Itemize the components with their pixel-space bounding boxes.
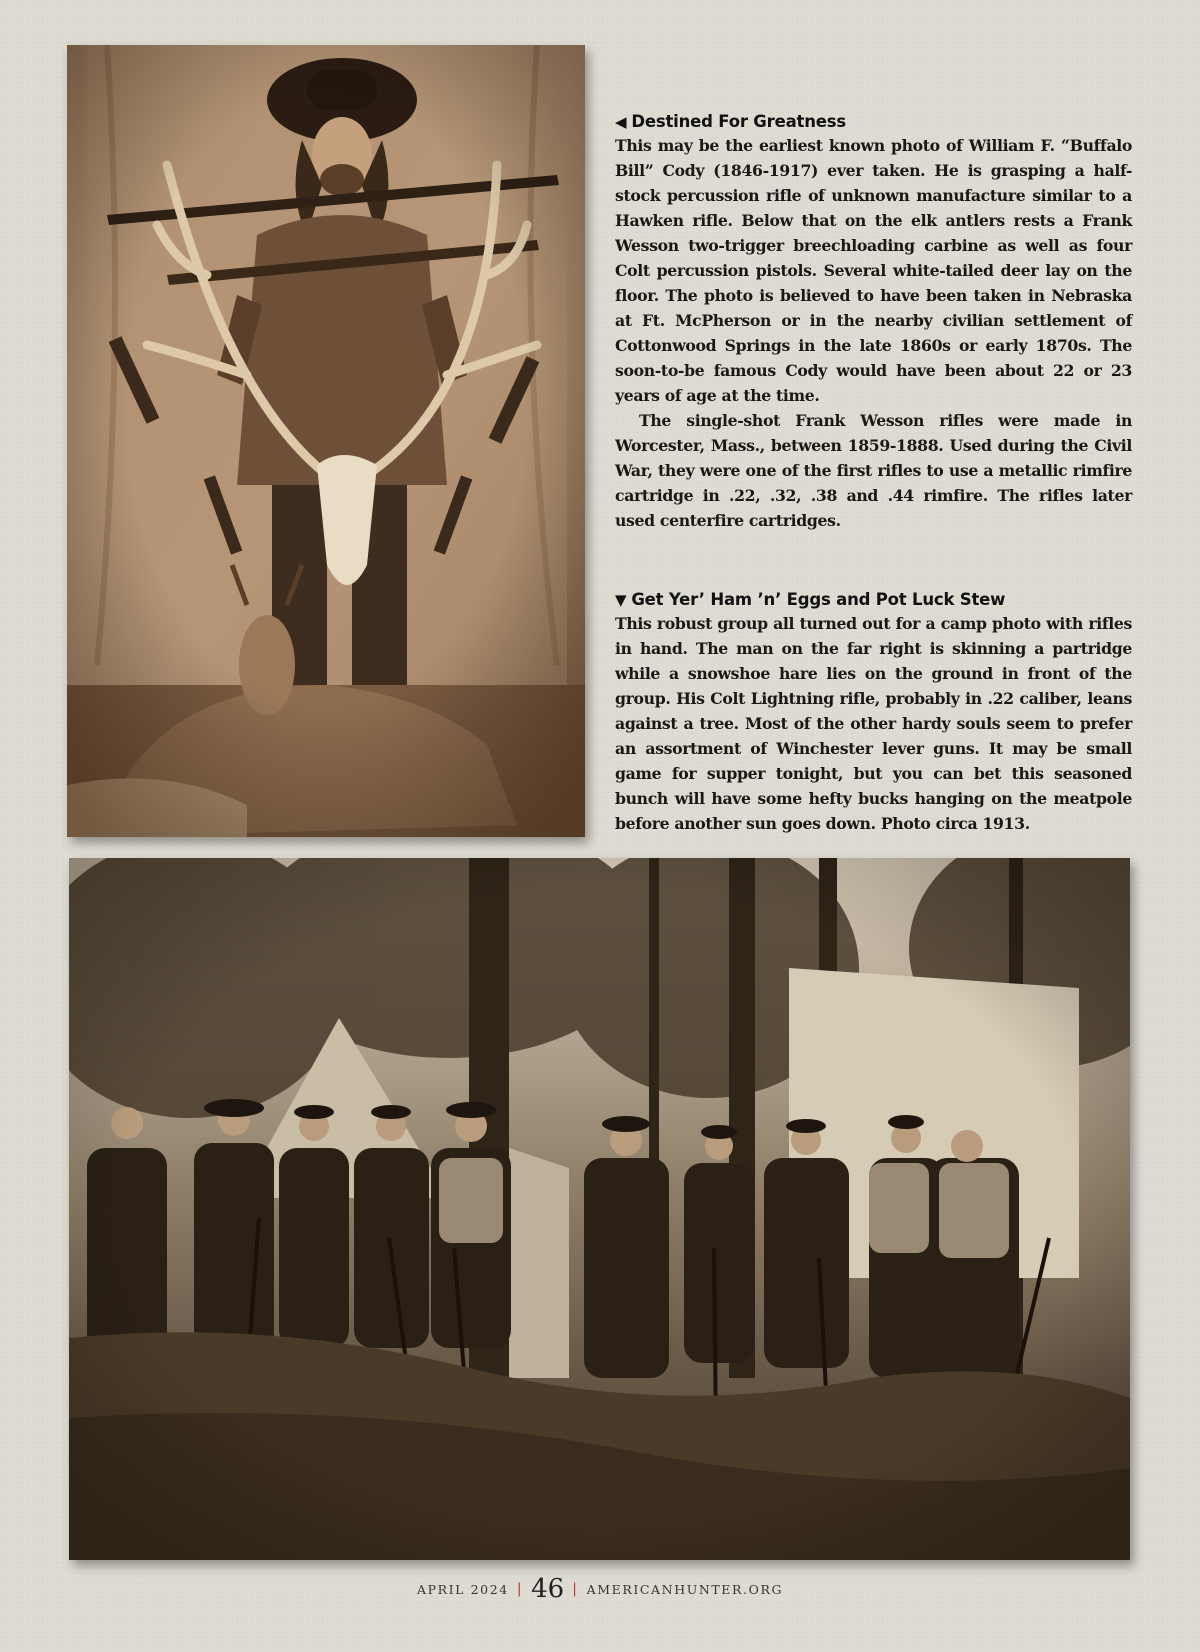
camp-caption-title: Get Yer’ Ham ’n’ Eggs and Pot Luck Stew xyxy=(631,590,1006,609)
cody-caption-title: Destined For Greatness xyxy=(631,112,846,131)
cody-portrait-photo xyxy=(67,45,585,837)
camp-caption-heading xyxy=(615,589,1132,611)
cody-caption-paragraph-2: The single-shot Frank Wesson rifles were made in Worcester, Mass., between 1859-1888. Used during the Civil War, they were one of the first rifles to use a metallic rimfire cartridge in .22, .32, .38 and .44 rimfire. The rifles later used centerfire cartridges. xyxy=(615,411,1132,530)
page-number: 46 xyxy=(531,1574,565,1604)
left-arrow-icon: ◀ xyxy=(615,113,627,131)
cody-caption-heading xyxy=(615,111,1132,133)
issue-date: APRIL 2024 xyxy=(416,1581,509,1597)
camp-group-photo xyxy=(69,858,1130,1560)
cody-caption-paragraph-1: This may be the earliest known photo of William F. “Buffalo Bill” Cody (1846-1917) ever taken. He is grasping a half-stock percussion rifle of unknown manufacture similar to a Hawken rifle. Below that on the elk antlers rests a Frank Wesson two-trigger breechloading carbine as well as four Colt percussion pistols. Several white-tailed deer lay on the floor. The photo is believed to have been taken in Nebraska at Ft. McPherson or in the nearby civilian settlement of Cottonwood Springs in the late 1860s or early 1870s. The soon-to-be famous Cody would have been about 22 or 23 years of age at the time. xyxy=(615,136,1132,405)
down-arrow-icon: ▼ xyxy=(615,591,627,609)
folio-separator-2: | xyxy=(572,1581,579,1597)
camp-caption-paragraph-1: This robust group all turned out for a camp photo with rifles in hand. The man on the far right is skinning a partridge while a snowshoe hare lies on the ground in front of the group. His Colt Lightning rifle, probably in .22 caliber, leans against a tree. Most of the other hardy souls seem to prefer an assortment of Winchester lever guns. It may be small game for supper tonight, but you can bet this seasoned bunch will have some hefty bucks hanging on the meatpole before another sun goes down. Photo circa 1913. xyxy=(615,614,1132,833)
website-url: AMERICANHUNTER.ORG xyxy=(586,1581,784,1597)
camp-group-image xyxy=(69,858,1130,1560)
cody-caption xyxy=(615,111,1132,533)
page-folio xyxy=(0,1574,1200,1604)
camp-caption xyxy=(615,589,1132,836)
folio-separator-1: | xyxy=(516,1581,524,1597)
cody-portrait-image xyxy=(67,45,585,837)
